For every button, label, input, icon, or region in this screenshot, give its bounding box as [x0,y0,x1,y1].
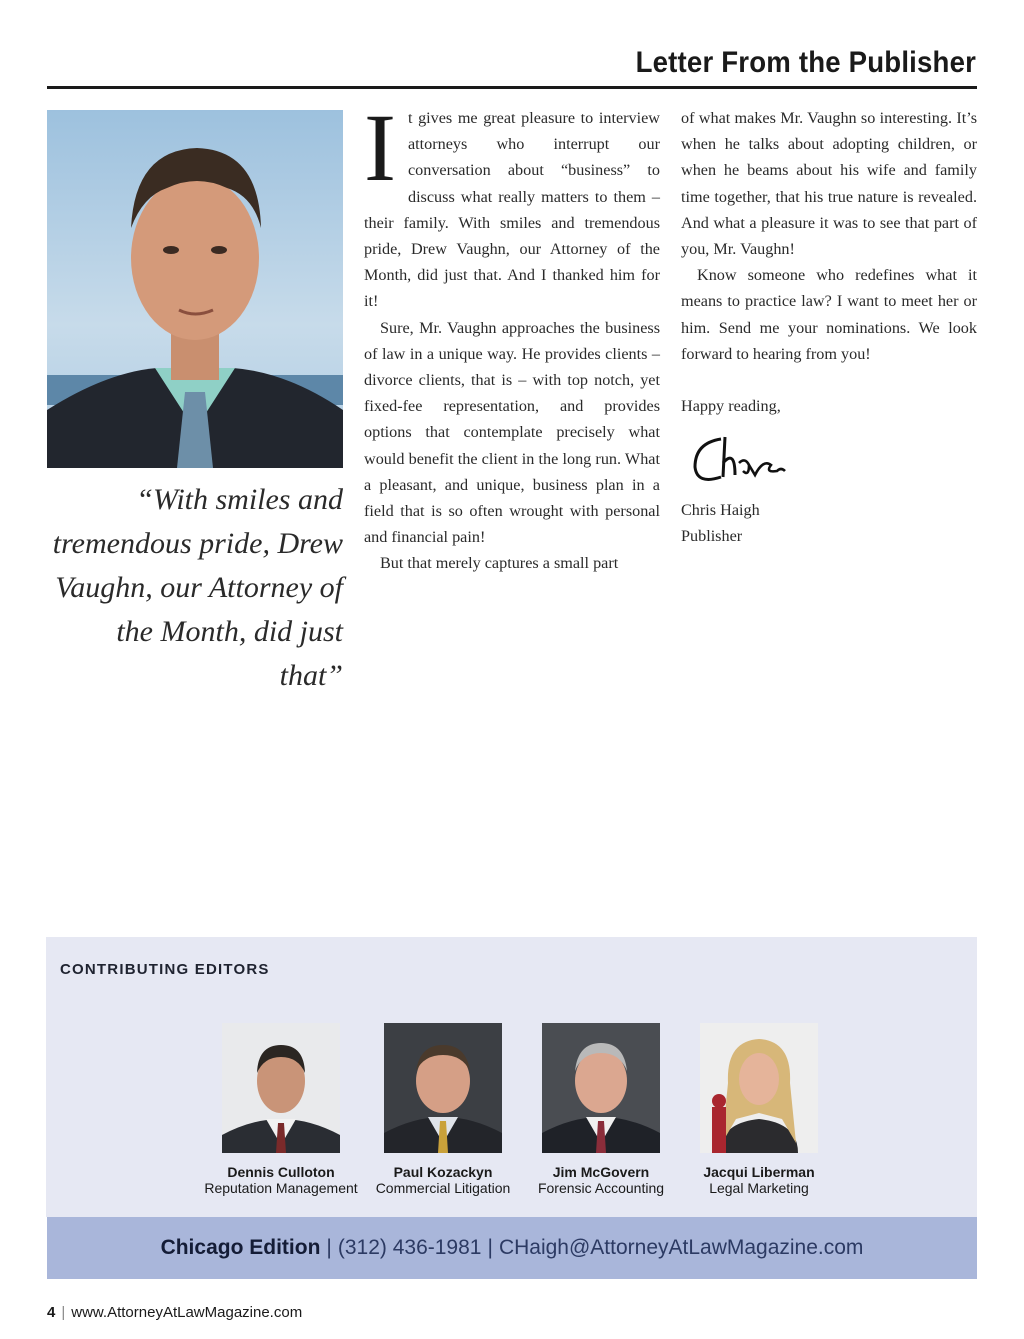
editor-name: Jim McGovern [552,1164,650,1180]
article-paragraph: Sure, Mr. Vaughn approaches the business of law in a unique way. He provides clients – divorce clients, that is – with top notch, yet fixed-fee representation, and provides options that contemplate precisely what would benefit the client in the long run. What a pleasant, and unique, business plan in a field that is so often wrought with personal and financial pain! [364,318,660,547]
contact-phone[interactable]: (312) 436-1981 [337,1236,482,1259]
editor-name: Jacqui Liberman [703,1164,815,1180]
spacer [681,367,977,393]
paragraph-text: t gives me great pleasure to interview attorneys who interrupt our conversation about “business” to discuss what really matters to them – their family. With smiles and tremendous pride, Drew Vaughn, our Attorney of the Month, did just that. And I thanked him for it! [364,109,660,311]
editor-name: Paul Kozackyn [393,1164,493,1180]
contact-bar [47,1217,977,1279]
editor-portrait [542,1023,660,1153]
editor-role: Commercial Litigation [375,1180,511,1196]
pull-quote: “With smiles and tremendous pride, Drew Vaughn, our Attorney of the Month, did just that” [52,483,343,692]
article-column-2 [681,105,977,550]
editor-card [358,1023,528,1196]
editor-card [674,1023,844,1196]
article-paragraph: Know someone who redefines what it means to practice law? I want to meet her or him. Send me your nominations. We look forward to hearing from you! [681,266,977,363]
editor-role: Legal Marketing [709,1180,809,1196]
signature-graphic [681,419,821,497]
page-footer [47,1304,302,1321]
article-column-1 [364,94,660,577]
publisher-name: Chris Haigh [681,501,760,520]
attorney-portrait-illustration [47,110,343,468]
page-title: Letter From the Publisher [635,46,976,79]
title-divider [47,86,977,89]
separator: | [326,1236,332,1259]
article-paragraph: But that merely captures a small part [380,554,619,573]
editor-card [516,1023,686,1196]
separator: | [61,1304,66,1321]
article-paragraph: of what makes Mr. Vaughn so interesting. It’s when he talks about adopting children, or when he beams about his wife and family time together, that his true nature is revealed. And what a pleasure it was to see that part of you, Mr. Vaughn! [681,109,977,259]
editor-portrait [700,1023,818,1153]
editor-portrait [222,1023,340,1153]
editor-role: Forensic Accounting [537,1180,665,1196]
drop-cap: I [364,94,396,201]
article-paragraph [364,94,660,315]
editors-heading: CONTRIBUTING EDITORS [60,961,270,978]
editor-photo [222,1023,340,1153]
closing-line: Happy reading, [681,397,781,416]
editor-name: Dennis Culloton [227,1164,335,1180]
editor-portrait [384,1023,502,1153]
attorney-portrait-photo [47,110,343,468]
website-link[interactable]: www.AttorneyAtLawMagazine.com [71,1304,303,1321]
editor-card [196,1023,366,1196]
page-number: 4 [47,1304,56,1321]
edition-name: Chicago Edition [160,1236,321,1259]
contributing-editors-panel [46,937,977,1217]
editor-photo [384,1023,502,1153]
separator: | [487,1236,493,1259]
editor-photo [700,1023,818,1153]
editor-photo [542,1023,660,1153]
publisher-title: Publisher [681,527,743,546]
publisher-signature [681,419,977,497]
contact-email[interactable]: CHaigh@AttorneyAtLawMagazine.com [498,1236,864,1259]
editor-role: Reputation Management [204,1180,358,1196]
